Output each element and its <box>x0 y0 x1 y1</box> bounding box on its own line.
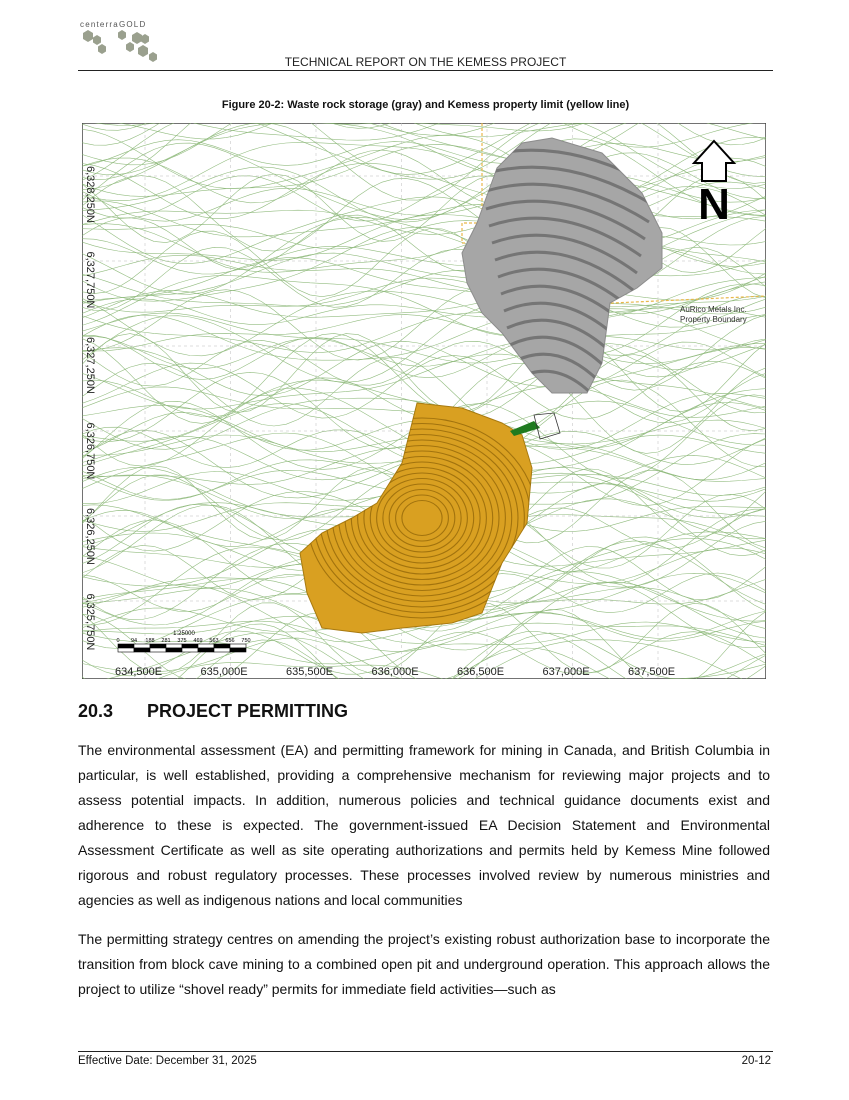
scale-tick-label: 375 <box>177 638 187 644</box>
report-title: TECHNICAL REPORT ON THE KEMESS PROJECT <box>284 55 567 69</box>
paragraph-1: The environmental assessment (EA) and permitting framework for mining in Canada, and British Columbia in particular, is well established, providing a comprehensive mechanism for reviewing major projects and to assess potential impacts. In addition, numerous policies and technical guidance documents exist and adherence to these is expected. The government-issued EA Decision Statement and Environmental Assessment Certificate as well as site operating authorizations and permits held by Kemess Mine followed rigorous and robust regulatory processes. These processes involved review by numerous ministries and agencies as well as indigenous nations and local communities <box>78 742 770 908</box>
x-axis-label: 635,000E <box>200 666 248 678</box>
x-axis-label: 636,000E <box>371 666 419 678</box>
effective-date: Effective Date: December 31, 2025 <box>78 1055 257 1067</box>
section-number: 20.3 <box>78 701 114 721</box>
paragraph-2: The permitting strategy centres on amending the project’s existing robust authorization base to incorporate the transition from block cave mining to a combined open pit and underground operation. This approach allows the project to utilize “shovel ready” permits for immediate field activities—such as <box>78 931 770 997</box>
scale-tick-label: 94 <box>130 638 138 644</box>
footer-divider <box>78 1051 773 1052</box>
scale-tick-label: 188 <box>145 638 155 644</box>
page-number: 20-12 <box>741 1055 771 1067</box>
scale-tick-label: 563 <box>209 638 219 644</box>
x-axis-label: 636,500E <box>457 666 505 678</box>
figure-caption: Figure 20-2: Waste rock storage (gray) and Kemess property limit (yellow line) <box>221 99 630 111</box>
y-axis-label: 6,326,750N <box>84 422 96 480</box>
scale-ratio: 1:25000 <box>173 631 195 637</box>
x-axis-label: 637,500E <box>628 666 676 678</box>
section-title: PROJECT PERMITTING <box>147 701 349 721</box>
section-heading <box>78 701 348 722</box>
y-axis-label: 6,328,250N <box>84 166 96 223</box>
header-divider <box>78 70 773 71</box>
scale-tick-label: 281 <box>161 638 171 644</box>
x-axis-label: 637,000E <box>542 666 590 678</box>
y-axis-label: 6,327,750N <box>84 251 96 309</box>
scale-tick-label: 469 <box>193 638 203 644</box>
x-axis-label: 635,500E <box>286 666 334 678</box>
site-map <box>82 123 766 679</box>
boundary-label-line1: AuRico Metals Inc. <box>680 305 747 314</box>
scale-tick-label: 750 <box>241 638 251 644</box>
y-axis-label: 6,326,250N <box>84 508 96 565</box>
boundary-label-line2: Property Boundary <box>680 315 747 324</box>
y-axis-label: 6,327,250N <box>84 337 96 394</box>
scale-tick-label: 0 <box>116 638 120 644</box>
scale-tick-label: 656 <box>225 638 235 644</box>
y-axis-label: 6,325,750N <box>84 593 96 651</box>
x-axis-label: 634,500E <box>115 666 163 678</box>
logo-text: centerraGOLD <box>80 20 147 29</box>
north-label: N <box>698 180 730 229</box>
